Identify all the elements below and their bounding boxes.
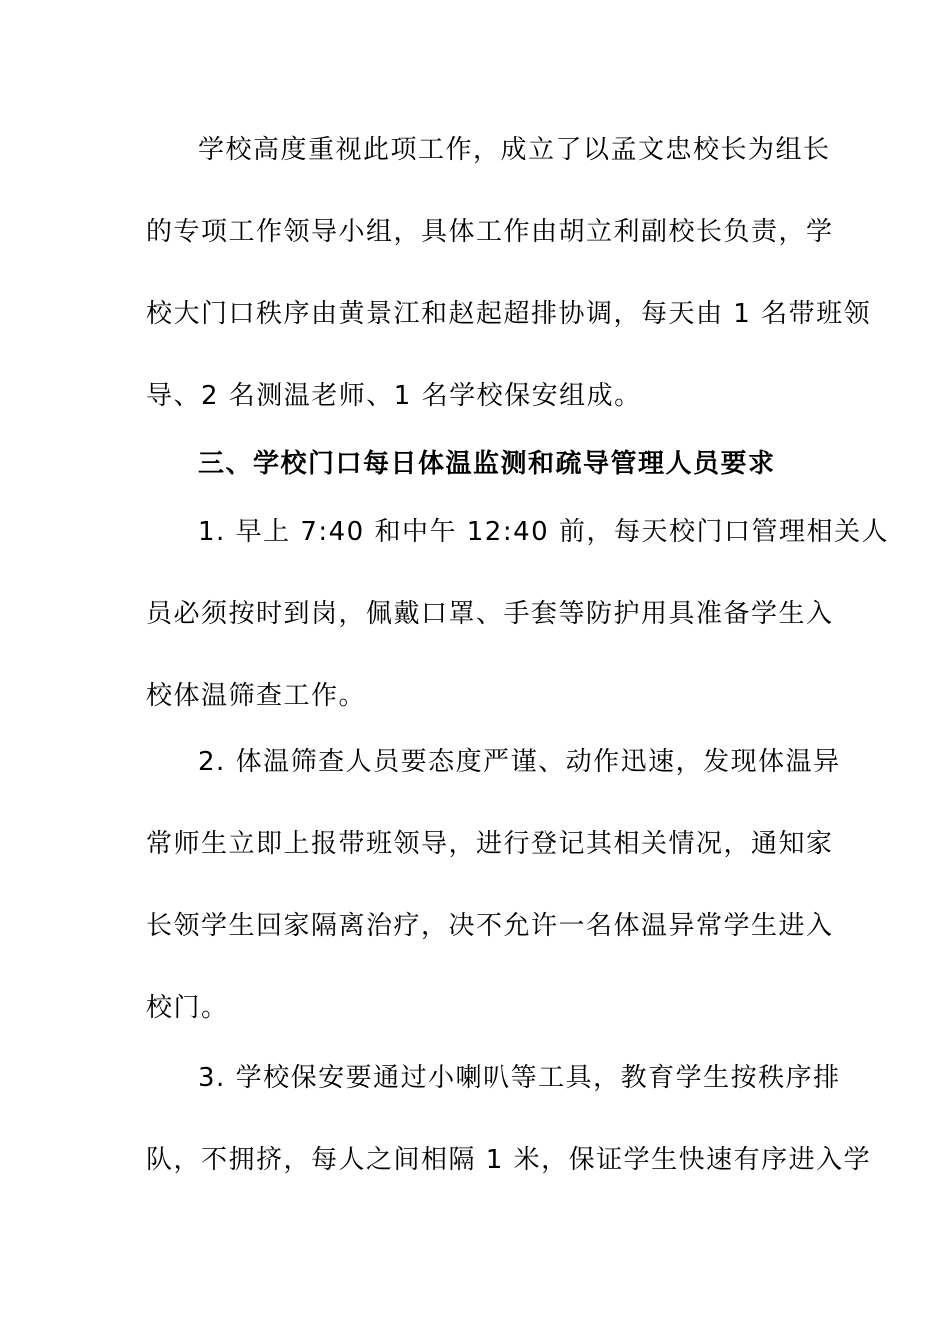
paragraph-line: 2. 体温筛查人员要态度严谨、动作迅速，发现体温异	[198, 747, 841, 777]
paragraph-line: 校大门口秩序由黄景江和赵起超排协调，每天由 1 名带班领	[146, 299, 872, 329]
paragraph-line: 队，不拥挤，每人之间相隔 1 米，保证学生快速有序进入学	[146, 1145, 872, 1175]
paragraph-line: 1. 早上 7:40 和中午 12:40 前，每天校门口管理相关人	[198, 517, 889, 547]
paragraph-line: 员必须按时到岗，佩戴口罩、手套等防护用具准备学生入	[146, 599, 834, 629]
paragraph-line: 长领学生回家隔离治疗，决不允许一名体温异常学生进入	[146, 911, 834, 941]
paragraph-line: 常师生立即上报带班领导，进行登记其相关情况，通知家	[146, 829, 834, 859]
paragraph-line: 校体温筛查工作。	[146, 681, 367, 711]
paragraph-line: 导、2 名测温老师、1 名学校保安组成。	[146, 381, 642, 411]
paragraph-line: 校门。	[146, 993, 229, 1023]
paragraph-line: 学校高度重视此项工作，成立了以孟文忠校长为组长	[198, 135, 831, 165]
paragraph-line: 的专项工作领导小组，具体工作由胡立利副校长负责，学	[146, 217, 834, 247]
paragraph-line: 3. 学校保安要通过小喇叭等工具，教育学生按秩序排	[198, 1063, 841, 1093]
section-heading: 三、学校门口每日体温监测和疏导管理人员要求	[198, 449, 776, 479]
